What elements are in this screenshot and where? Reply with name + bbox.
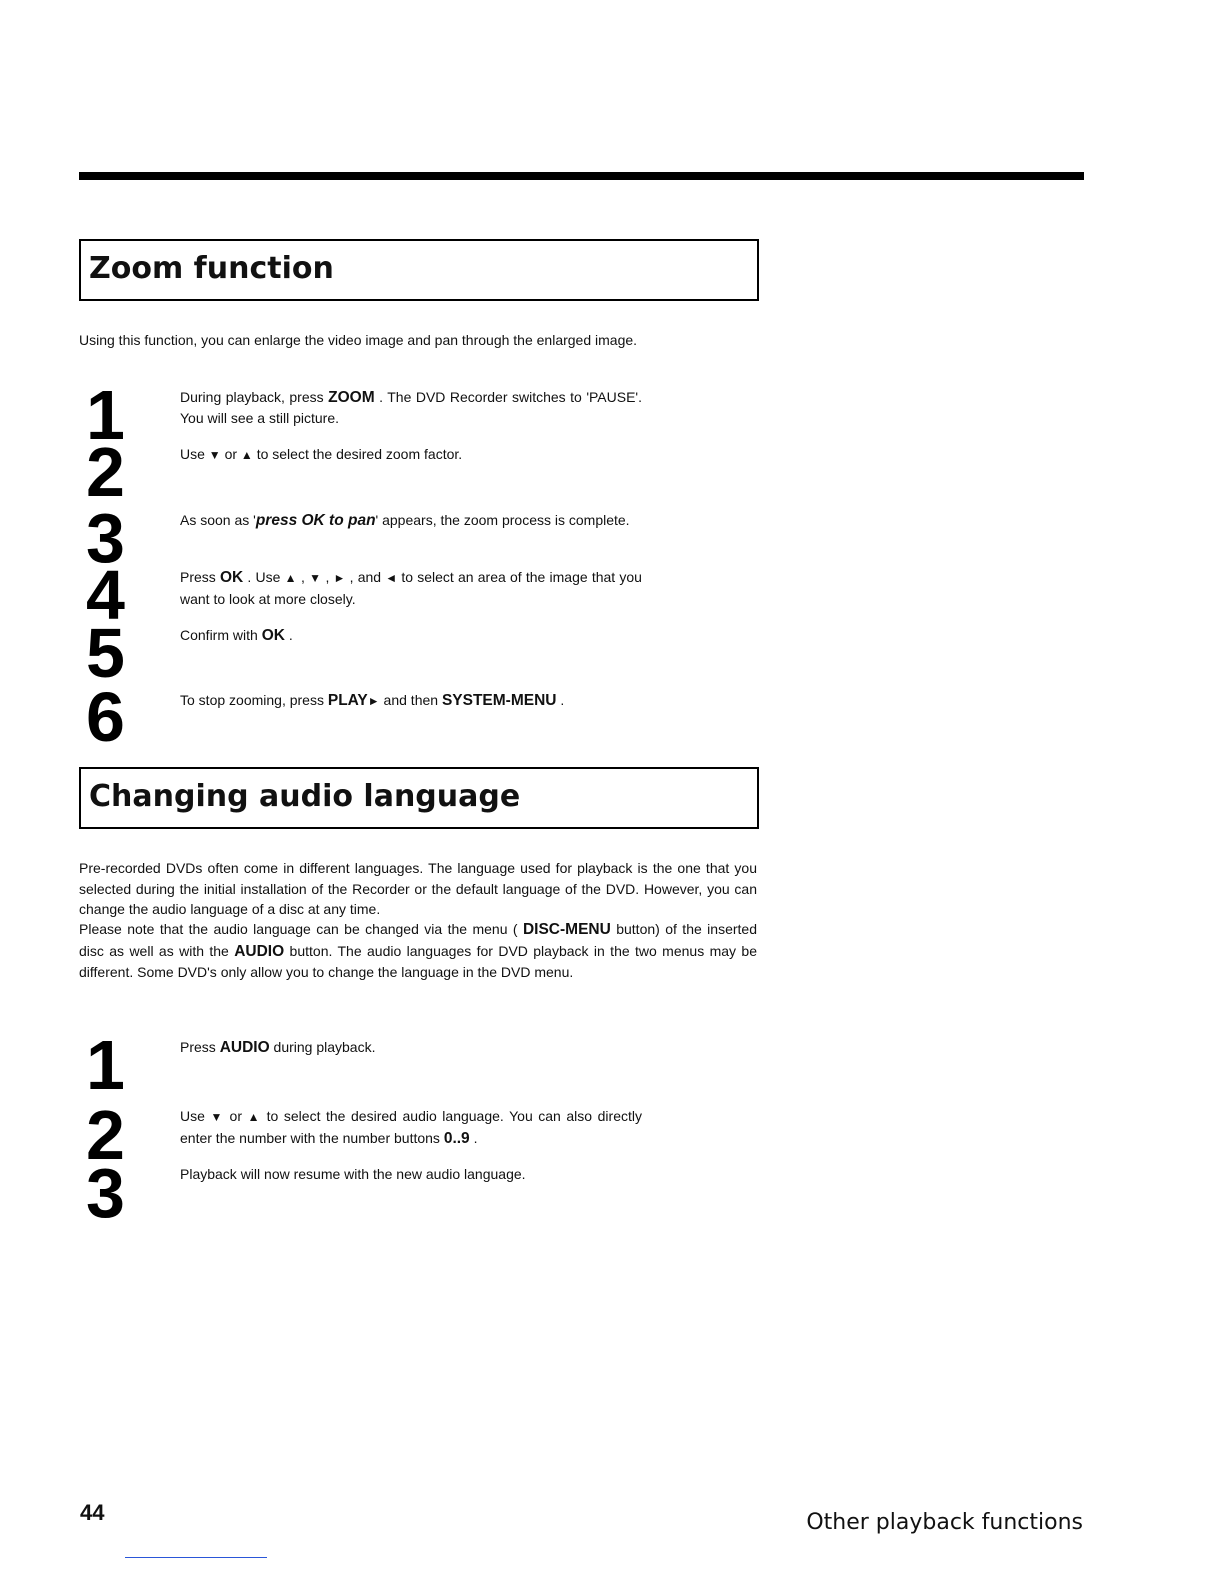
- audio-button-label: AUDIO: [219, 1039, 270, 1056]
- audio-section-header: [79, 767, 759, 829]
- zoom-step-number-2: 2: [86, 433, 125, 511]
- play-button-label: PLAY: [327, 692, 368, 709]
- zoom-button-label: ZOOM: [328, 389, 375, 406]
- ok-button-label: OK: [261, 627, 285, 644]
- disc-menu-button-label: DISC-MENU: [522, 921, 611, 938]
- audio-step-1-text: Press AUDIO during playback.: [180, 1039, 376, 1056]
- play-icon: ►: [367, 694, 380, 708]
- audio-step-3-text: Playback will now resume with the new audio language.: [180, 1166, 526, 1182]
- zoom-step-number-1: 1: [86, 376, 125, 454]
- audio-step-2-text: Use ▼ or ▲ to select the desired audio language. You can also directly enter the number with the number buttons 0..9 .: [180, 1108, 642, 1147]
- up-arrow-icon: ▲: [247, 1110, 262, 1124]
- footer-divider: [125, 1557, 267, 1558]
- zoom-section-title: Zoom function: [89, 251, 334, 286]
- down-arrow-icon: ▼: [208, 448, 221, 462]
- zoom-step-number-6: 6: [86, 678, 125, 756]
- zoom-section-header: [79, 239, 759, 301]
- page-number: 44: [80, 1500, 105, 1525]
- ok-button-label: OK: [219, 569, 244, 586]
- audio-intro-paragraph-1: Pre-recorded DVDs often come in different languages. The language used for playback is the one that you selected during the initial installation of the Recorder or the default language of the DVD. However, you can change the audio language of a disc at any time.: [79, 860, 757, 917]
- zoom-step-number-3: 3: [86, 499, 125, 577]
- right-arrow-icon: ►: [333, 571, 346, 585]
- zoom-step-number-4: 4: [86, 556, 125, 634]
- zoom-step-2-text: Use ▼ or ▲ to select the desired zoom factor.: [180, 446, 463, 462]
- audio-section-title: Changing audio language: [89, 779, 521, 814]
- down-arrow-icon: ▼: [309, 571, 322, 585]
- number-buttons-label: 0..9: [443, 1130, 470, 1147]
- zoom-step-6-text: To stop zooming, press PLAY► and then SYSTEM-MENU .: [180, 692, 565, 709]
- zoom-step-1-text: During playback, press ZOOM . The DVD Recorder switches to 'PAUSE'. You will see a still picture.: [180, 389, 642, 426]
- audio-step-number-3: 3: [86, 1154, 125, 1232]
- zoom-intro: Using this function, you can enlarge the video image and pan through the enlarged image.: [79, 332, 638, 348]
- chapter-title: Other playback functions: [806, 1510, 1083, 1535]
- audio-step-number-1: 1: [86, 1026, 125, 1104]
- top-rule: [79, 172, 1084, 180]
- up-arrow-icon: ▲: [284, 571, 297, 585]
- press-ok-to-pan-message: press OK to pan: [255, 512, 376, 529]
- left-arrow-icon: ◄: [385, 571, 398, 585]
- zoom-step-5-text: Confirm with OK .: [180, 627, 293, 644]
- system-menu-button-label: SYSTEM-MENU: [441, 692, 557, 709]
- audio-button-label: AUDIO: [234, 942, 285, 960]
- audio-intro-paragraph-2: Please note that the audio language can be changed via the menu ( DISC-MENU button) of the inserted disc as well as with the AUDIO button. The audio languages for DVD playback in the two menus may be different. Some DVD's only allow you to change the language in the DVD menu.: [79, 921, 757, 980]
- audio-step-number-2: 2: [86, 1096, 125, 1174]
- zoom-step-3-text: As soon as 'press OK to pan' appears, the zoom process is complete.: [180, 512, 630, 529]
- down-arrow-icon: ▼: [210, 1110, 224, 1124]
- zoom-step-number-5: 5: [86, 614, 125, 692]
- zoom-step-4-text: Press OK . Use ▲ , ▼ , ► , and ◄ to select an area of the image that you want to look at more closely.: [180, 569, 642, 607]
- up-arrow-icon: ▲: [240, 448, 253, 462]
